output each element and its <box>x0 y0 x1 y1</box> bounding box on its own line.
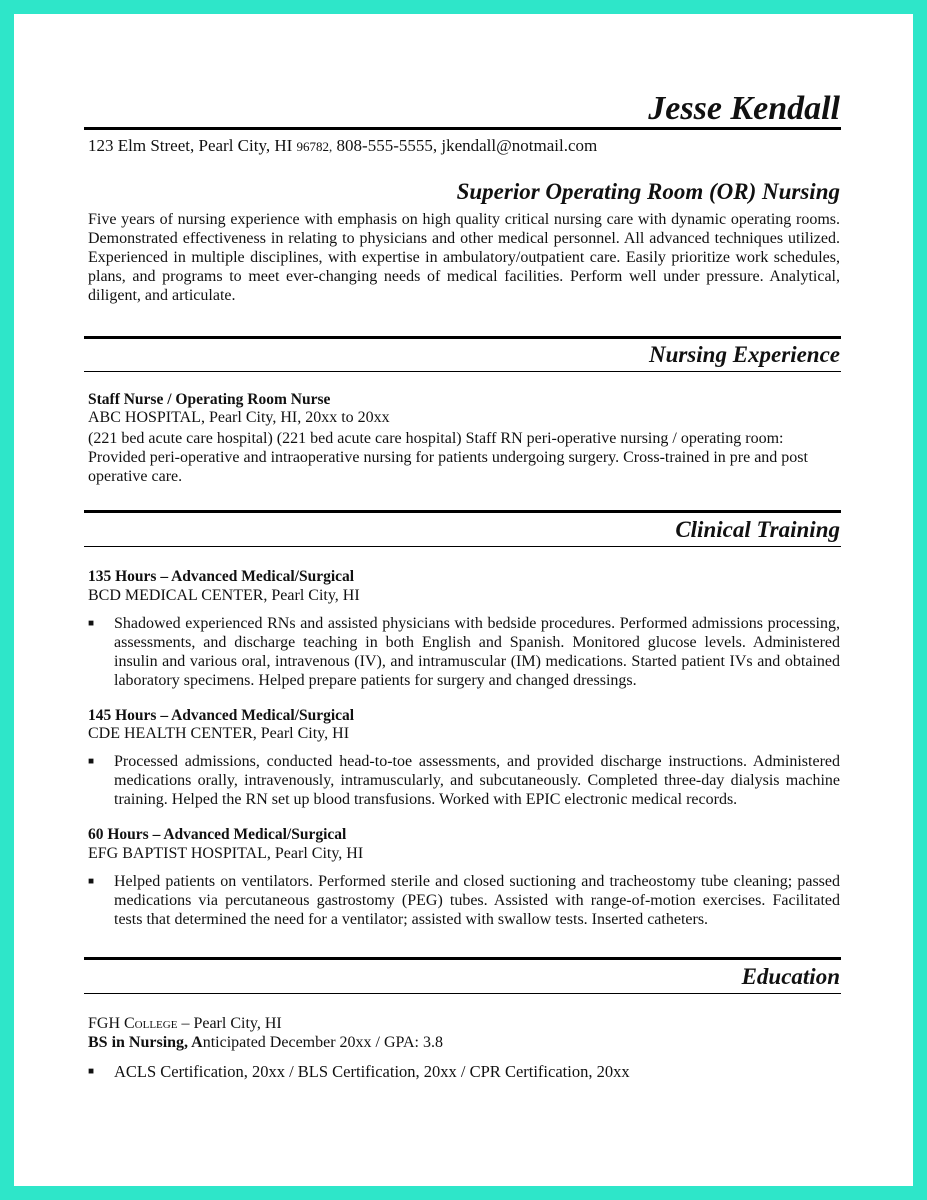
school-name: FGH College <box>88 1015 178 1032</box>
bullet-icon: ■ <box>88 1066 95 1077</box>
job-description: (221 bed acute care hospital) (221 bed acute care hospital) Staff RN peri-operative nursing / operating room: Provided peri-operative and intraoperative nursing for patients undergoing surgery. Cross-trained in pre and post operative care. <box>88 430 808 485</box>
section-rule-bottom <box>84 993 841 994</box>
clinical-employer: BCD MEDICAL CENTER, Pearl City, HI <box>88 587 360 604</box>
education-heading: Education <box>741 964 840 989</box>
clinical-bullet-text: Helped patients on ventilators. Performed sterile and closed suctioning and tracheostomy tube cleaning; passed medications via percutaneous gastrostomy (PEG) tubes. Assisted with range-of-motion exercises. Facilitated tests that determined the need for a ventilator; assisted with swallow tests. Inserted catheters. <box>114 873 840 928</box>
clinical-employer: EFG BAPTIST HOSPITAL, Pearl City, HI <box>88 845 364 862</box>
job-title: Staff Nurse / Operating Room Nurse <box>88 391 331 408</box>
clinical-title: 145 Hours – Advanced Medical/Surgical <box>88 707 355 724</box>
certifications-text: ACLS Certification, 20xx / BLS Certification, 20xx / CPR Certification, 20xx <box>114 1062 630 1081</box>
candidate-name: Jesse Kendall <box>648 90 840 127</box>
school-line <box>88 1015 282 1033</box>
certifications-bullet <box>88 1062 840 1081</box>
section-rule-bottom <box>84 546 841 547</box>
profile-title: Superior Operating Room (OR) Nursing <box>456 179 840 204</box>
clinical-employer: CDE HEALTH CENTER, Pearl City, HI <box>88 725 350 742</box>
clinical-bullet <box>88 872 840 929</box>
clinical-heading: Clinical Training <box>675 517 840 542</box>
degree-details: nticipated December 20xx / GPA: 3.8 <box>202 1034 443 1051</box>
experience-heading: Nursing Experience <box>648 342 840 367</box>
profile-summary: Five years of nursing experience with emphasis on high quality critical nursing care with dynamic operating rooms. Demonstrated effectiveness in relating to physicians and other medical personnel. All advanced techniques utilized. Experienced in multiple disciplines, with expertise in ambulatory/outpatient care. Easily prioritize work schedules, plans, and programs to meet ever-changing needs of medical facilities. Perform well under pressure. Analytical, diligent, and articulate. <box>88 211 840 304</box>
bullet-icon: ■ <box>88 876 95 887</box>
clinical-bullet-text: Processed admissions, conducted head-to-toe assessments, and provided discharge instructions. Administered medications orally, intravenously, intramuscularly, and subcutaneously. Completed three-day dialysis machine training. Helped the RN set up blood transfusions. Worked with EPIC electronic medical records. <box>114 753 840 808</box>
section-rule-bottom <box>84 371 841 372</box>
phone-email: 808-555-5555, jkendall@notmail.com <box>336 136 598 155</box>
job-employer: ABC HOSPITAL, Pearl City, HI, 20xx to 20xx <box>88 409 390 426</box>
clinical-bullet-text: Shadowed experienced RNs and assisted physicians with bedside procedures. Performed admissions processing, assessments, and discharge teaching in both English and Spanish. Monitored glucose levels. Administered insulin and various oral, intravenous (IV), and intramuscular (IM) medications. Started patient IVs and obtained laboratory specimens. Helped prepare patients for surgery and changed dressings. <box>114 615 840 689</box>
clinical-bullet <box>88 752 840 809</box>
degree-name: BS in Nursing, A <box>88 1034 203 1051</box>
degree-line <box>88 1034 443 1052</box>
clinical-bullet <box>88 614 840 690</box>
contact-line <box>88 136 597 156</box>
section-rule-top <box>84 336 841 339</box>
clinical-title: 60 Hours – Advanced Medical/Surgical <box>88 826 347 843</box>
clinical-title: 135 Hours – Advanced Medical/Surgical <box>88 568 355 585</box>
bullet-icon: ■ <box>88 618 95 629</box>
bullet-icon: ■ <box>88 756 95 767</box>
section-rule-top <box>84 957 841 960</box>
resume-page <box>14 14 913 1186</box>
section-rule-top <box>84 510 841 513</box>
zip-code: 96782, <box>296 139 333 154</box>
school-location: – Pearl City, HI <box>177 1015 282 1032</box>
header-rule <box>84 127 841 130</box>
address: 123 Elm Street, Pearl City, HI <box>88 136 293 155</box>
